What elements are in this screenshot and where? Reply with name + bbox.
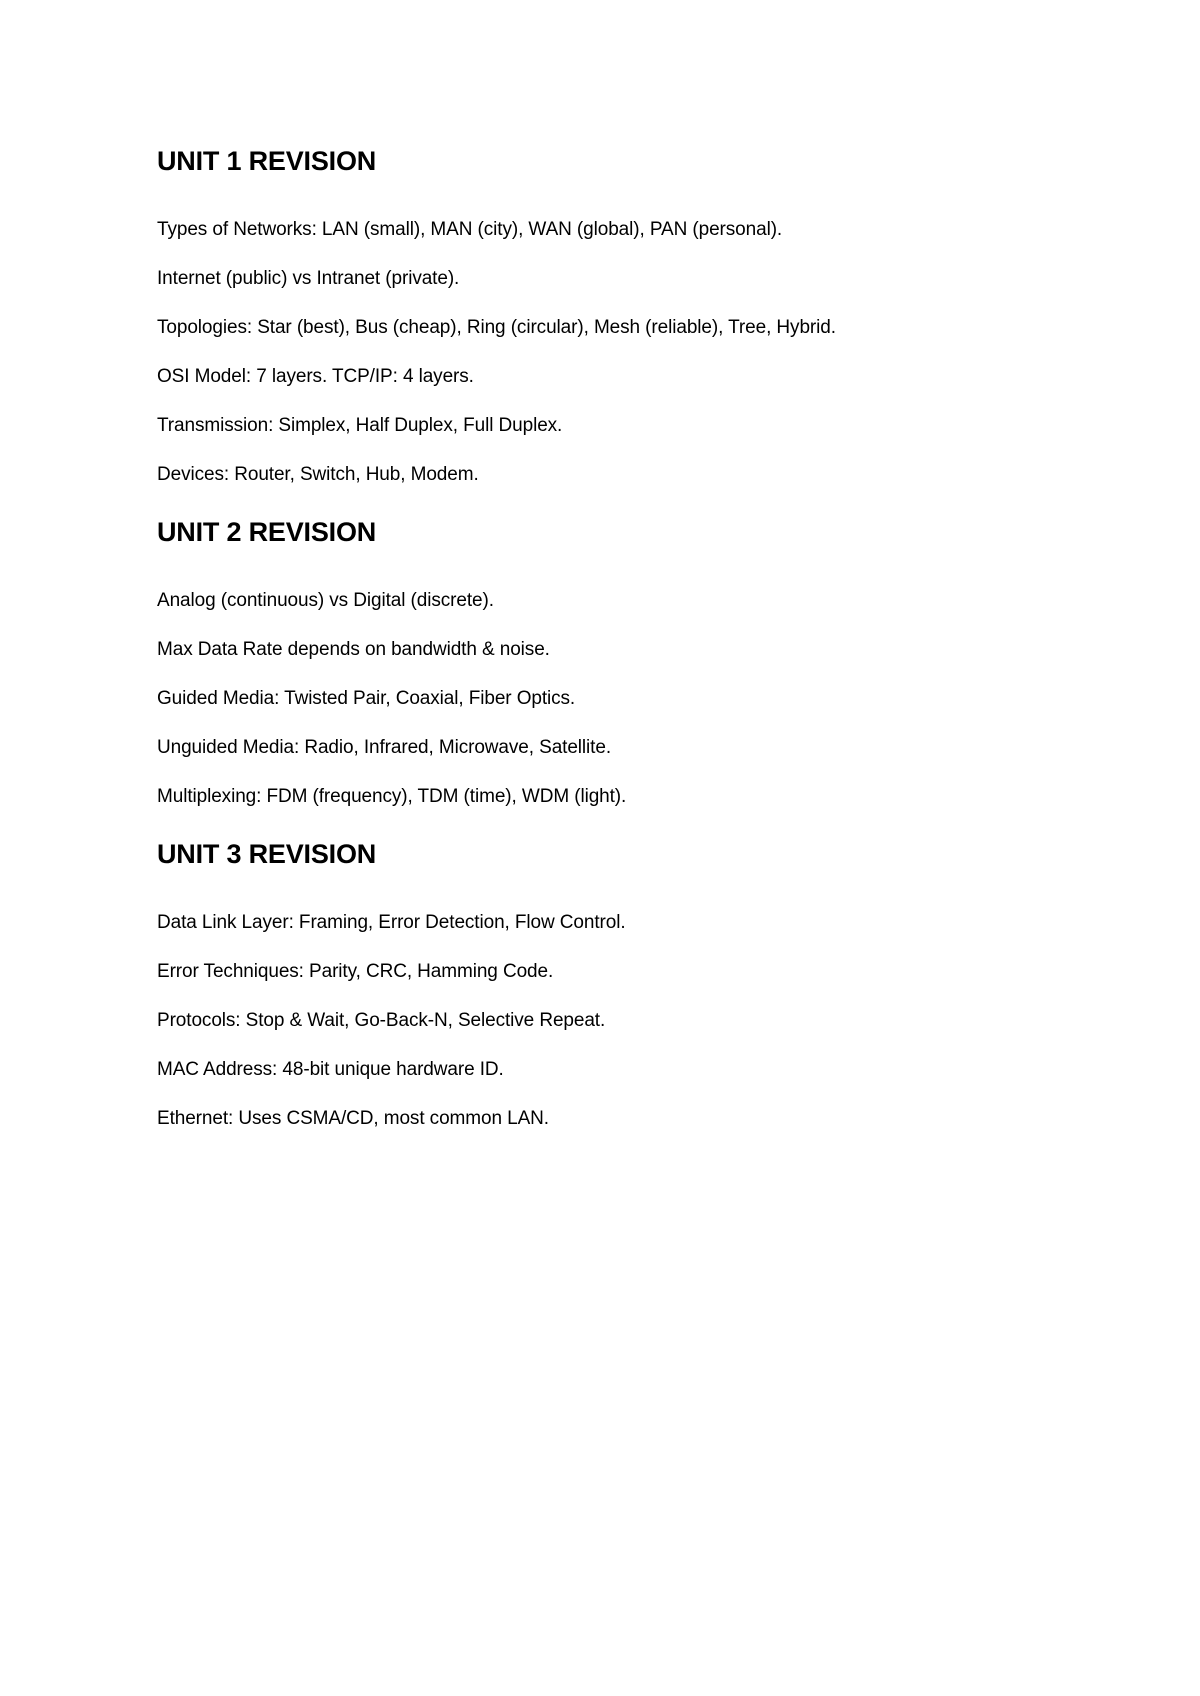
list-item: Data Link Layer: Framing, Error Detection, Flow Control. bbox=[157, 912, 626, 933]
unit-3-heading: UNIT 3 REVISION bbox=[157, 839, 377, 869]
list-item: Multiplexing: FDM (frequency), TDM (time), WDM (light). bbox=[157, 786, 627, 807]
unit-1-heading: UNIT 1 REVISION bbox=[157, 146, 377, 176]
list-item: Protocols: Stop & Wait, Go-Back-N, Selective Repeat. bbox=[157, 1010, 606, 1031]
list-item: Error Techniques: Parity, CRC, Hamming Code. bbox=[157, 961, 554, 982]
list-item: Types of Networks: LAN (small), MAN (city), WAN (global), PAN (personal). bbox=[157, 219, 783, 240]
list-item: Devices: Router, Switch, Hub, Modem. bbox=[157, 464, 479, 485]
unit-1-section bbox=[157, 148, 1117, 484]
unit-2-list bbox=[157, 591, 1117, 806]
list-item: Ethernet: Uses CSMA/CD, most common LAN. bbox=[157, 1108, 549, 1129]
document-page bbox=[157, 148, 1117, 1128]
unit-1-list bbox=[157, 220, 1117, 484]
unit-3-section bbox=[157, 841, 1117, 1128]
list-item: Guided Media: Twisted Pair, Coaxial, Fiber Optics. bbox=[157, 688, 576, 709]
list-item: OSI Model: 7 layers. TCP/IP: 4 layers. bbox=[157, 366, 474, 387]
list-item: MAC Address: 48-bit unique hardware ID. bbox=[157, 1059, 504, 1080]
list-item: Max Data Rate depends on bandwidth & noise. bbox=[157, 639, 550, 660]
list-item: Internet (public) vs Intranet (private). bbox=[157, 268, 460, 289]
unit-2-section bbox=[157, 519, 1117, 806]
list-item: Transmission: Simplex, Half Duplex, Full Duplex. bbox=[157, 415, 563, 436]
list-item: Topologies: Star (best), Bus (cheap), Ring (circular), Mesh (reliable), Tree, Hybrid. bbox=[157, 317, 836, 338]
list-item: Unguided Media: Radio, Infrared, Microwave, Satellite. bbox=[157, 737, 611, 758]
unit-2-heading: UNIT 2 REVISION bbox=[157, 517, 377, 547]
unit-3-list bbox=[157, 913, 1117, 1128]
list-item: Analog (continuous) vs Digital (discrete). bbox=[157, 590, 494, 611]
